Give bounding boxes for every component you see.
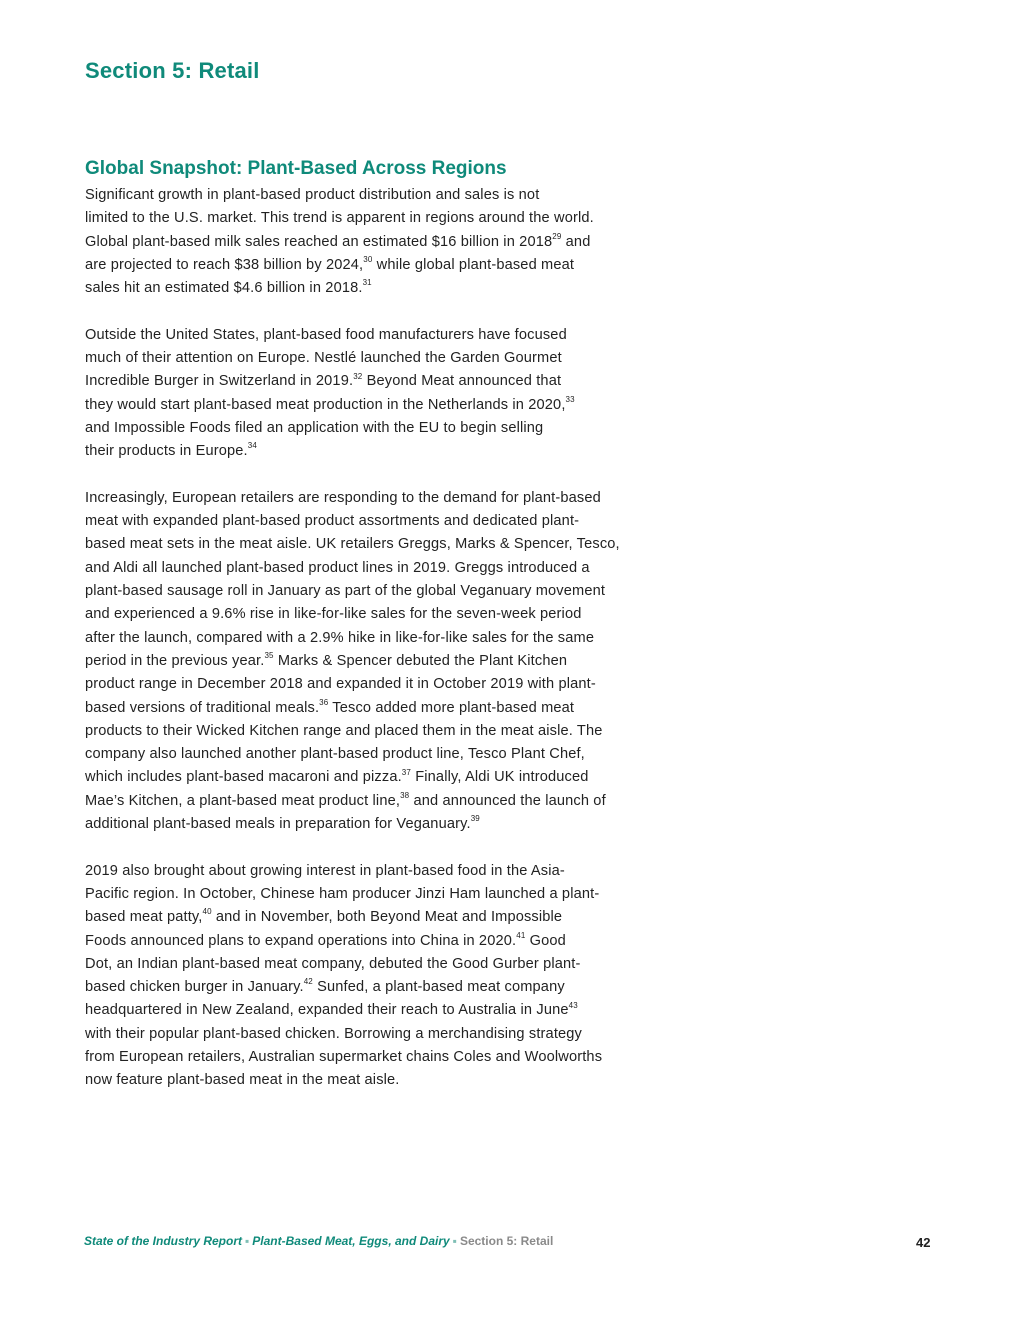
footnote-reference: 37 xyxy=(401,767,411,777)
line-text: Beyond Meat announced that xyxy=(362,373,562,390)
text-line xyxy=(85,347,685,370)
line-text: meat with expanded plant-based product assortments and dedicated plant- xyxy=(85,513,580,530)
footer-report-subject: Plant-Based Meat, Eggs, and Dairy xyxy=(252,1234,450,1248)
text-line xyxy=(85,790,685,813)
text-line xyxy=(85,1023,685,1046)
footnote-reference: 34 xyxy=(247,441,257,451)
line-text: Good xyxy=(525,932,566,949)
line-text: Significant growth in plant-based product distribution and sales is not xyxy=(85,187,540,203)
footnote-reference: 35 xyxy=(264,651,274,661)
text-line xyxy=(85,231,685,254)
main-content xyxy=(85,156,685,1116)
line-text: Finally, Aldi UK introduced xyxy=(411,769,589,786)
text-line xyxy=(85,906,685,929)
line-text: are projected to reach $38 billion by 2024, xyxy=(85,256,364,273)
line-text: from European retailers, Australian supermarket chains Coles and Woolworths xyxy=(85,1048,603,1065)
line-text: Pacific region. In October, Chinese ham producer Jinzi Ham launched a plant- xyxy=(85,885,600,902)
line-text: Outside the United States, plant-based food manufacturers have focused xyxy=(85,326,567,343)
footer-section: Section 5: Retail xyxy=(459,1234,554,1248)
text-line xyxy=(85,533,685,556)
text-line xyxy=(85,766,685,789)
line-text: Incredible Burger in Switzerland in 2019. xyxy=(85,373,354,390)
line-text: headquartered in New Zealand, expanded their reach to Australia in June xyxy=(85,1002,569,1019)
line-text: company also launched another plant-based product line, Tesco Plant Chef, xyxy=(85,746,585,763)
text-line xyxy=(85,697,685,720)
footnote-reference: 36 xyxy=(319,697,329,707)
line-text: while global plant-based meat xyxy=(372,256,575,273)
line-text: with their popular plant-based chicken. Borrowing a merchandising strategy xyxy=(85,1025,583,1042)
line-text: additional plant-based meals in preparation for Veganuary. xyxy=(85,816,471,833)
text-line xyxy=(85,603,685,626)
text-line xyxy=(85,976,685,999)
text-line xyxy=(85,743,685,766)
text-line xyxy=(85,999,685,1022)
text-line xyxy=(85,370,685,393)
line-text: product range in December 2018 and expanded it in October 2019 with plant- xyxy=(85,676,596,693)
line-text: Mae’s Kitchen, a plant-based meat product line, xyxy=(85,792,401,809)
text-line xyxy=(85,207,685,230)
section-title: Section 5: Retail xyxy=(85,58,260,83)
text-line xyxy=(85,930,685,953)
body-text xyxy=(85,184,685,1093)
line-text: and Impossible Foods filed an application with the EU to begin selling xyxy=(85,419,544,436)
running-footer xyxy=(84,1234,553,1248)
line-text: and experienced a 9.6% rise in like-for-like sales for the seven-week period xyxy=(85,606,582,623)
footnote-reference: 32 xyxy=(353,371,363,381)
text-line xyxy=(85,650,685,673)
paragraph xyxy=(85,184,685,300)
footnote-reference: 30 xyxy=(363,255,373,265)
text-line xyxy=(85,673,685,696)
text-line xyxy=(85,580,685,603)
paragraph xyxy=(85,860,685,1093)
text-line xyxy=(85,510,685,533)
line-text: now feature plant-based meat in the meat aisle. xyxy=(85,1072,400,1089)
text-line xyxy=(85,813,685,836)
footnote-reference: 33 xyxy=(565,394,575,404)
line-text: Tesco added more plant-based meat xyxy=(328,699,575,716)
footnote-reference: 43 xyxy=(568,1000,578,1010)
footer-separator: ▪ xyxy=(245,1234,250,1248)
line-text: after the launch, compared with a 2.9% hike in like-for-like sales for the same xyxy=(85,629,595,646)
line-text: which includes plant-based macaroni and pizza. xyxy=(85,769,402,786)
line-text: Sunfed, a plant-based meat company xyxy=(312,979,565,996)
line-text: limited to the U.S. market. This trend is apparent in regions around the world. xyxy=(85,210,594,227)
footnote-reference: 41 xyxy=(516,930,526,940)
line-text: based meat sets in the meat aisle. UK retailers Greggs, Marks & Spencer, Tesco, xyxy=(85,536,620,553)
line-text: Global plant-based milk sales reached an estimated $16 billion in 2018 xyxy=(85,233,553,250)
text-line xyxy=(85,184,685,207)
text-line xyxy=(85,1046,685,1069)
text-line xyxy=(85,277,685,300)
page-number: 42 xyxy=(916,1235,931,1250)
text-line xyxy=(85,394,685,417)
text-line xyxy=(85,487,685,510)
line-text: Foods announced plans to expand operations into China in 2020. xyxy=(85,932,517,949)
line-text: Increasingly, European retailers are responding to the demand for plant-based xyxy=(85,489,601,506)
line-text: and xyxy=(561,233,591,250)
text-line xyxy=(85,254,685,277)
text-line xyxy=(85,627,685,650)
line-text: Dot, an Indian plant-based meat company, debuted the Good Gurber plant- xyxy=(85,955,581,972)
footer-report-title: State of the Industry Report xyxy=(84,1234,243,1248)
footnote-reference: 40 xyxy=(202,907,212,917)
line-text: Marks & Spencer debuted the Plant Kitchen xyxy=(273,652,568,669)
line-text: their products in Europe. xyxy=(85,443,248,460)
text-line xyxy=(85,557,685,580)
subheading: Global Snapshot: Plant-Based Across Regions xyxy=(85,158,507,179)
line-text: much of their attention on Europe. Nestlé launched the Garden Gourmet xyxy=(85,350,562,367)
footnote-reference: 31 xyxy=(362,278,372,288)
line-text: sales hit an estimated $4.6 billion in 2018. xyxy=(85,280,363,297)
line-text: based chicken burger in January. xyxy=(85,979,304,996)
text-line xyxy=(85,324,685,347)
text-line xyxy=(85,1069,685,1092)
paragraph xyxy=(85,324,685,464)
footnote-reference: 39 xyxy=(470,814,480,824)
line-text: and in November, both Beyond Meat and Impossible xyxy=(211,909,563,926)
line-text: 2019 also brought about growing interest in plant-based food in the Asia- xyxy=(85,862,565,879)
line-text: and Aldi all launched plant-based product lines in 2019. Greggs introduced a xyxy=(85,559,590,576)
text-line xyxy=(85,440,685,463)
line-text: based versions of traditional meals. xyxy=(85,699,320,716)
line-text: period in the previous year. xyxy=(85,652,265,669)
paragraph xyxy=(85,487,685,836)
line-text: based meat patty, xyxy=(85,909,203,926)
line-text: products to their Wicked Kitchen range and placed them in the meat aisle. The xyxy=(85,722,603,739)
text-line xyxy=(85,860,685,883)
text-line xyxy=(85,417,685,440)
footer-separator: ▪ xyxy=(452,1234,457,1248)
footnote-reference: 38 xyxy=(400,790,410,800)
text-line xyxy=(85,883,685,906)
text-line xyxy=(85,953,685,976)
line-text: plant-based sausage roll in January as part of the global Veganuary movement xyxy=(85,583,606,600)
text-line xyxy=(85,720,685,743)
footnote-reference: 29 xyxy=(552,231,562,241)
line-text: and announced the launch of xyxy=(409,792,606,809)
footnote-reference: 42 xyxy=(303,977,313,987)
line-text: they would start plant-based meat production in the Netherlands in 2020, xyxy=(85,396,566,413)
